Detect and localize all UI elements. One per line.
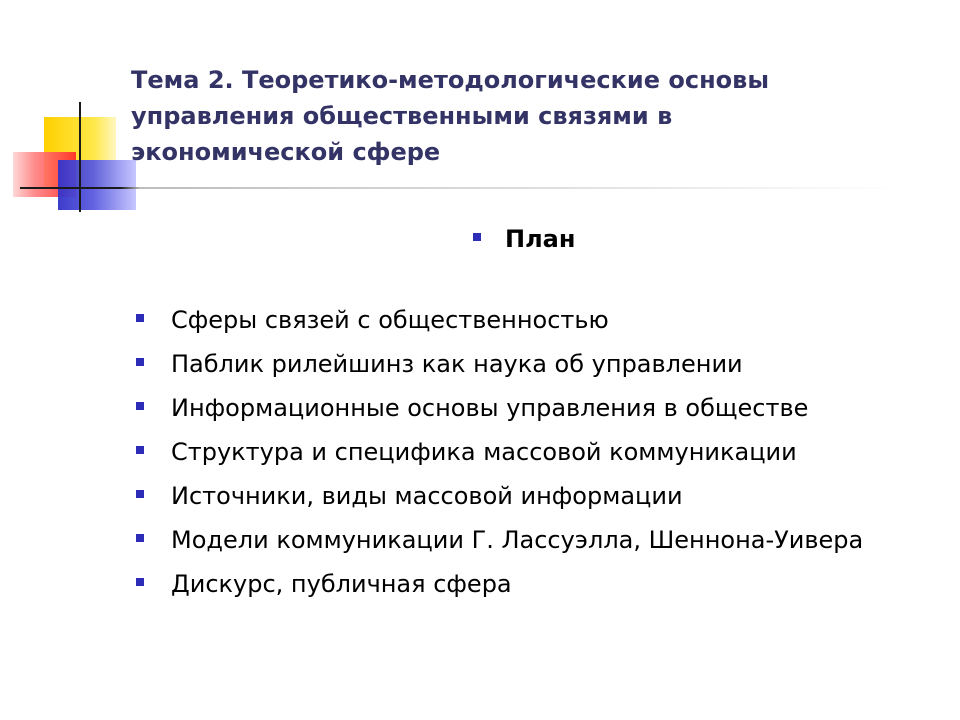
square-bullet-icon <box>136 358 144 366</box>
square-bullet-icon <box>136 534 144 542</box>
title-underline <box>20 187 900 189</box>
list-item <box>136 346 926 382</box>
slide-title: Тема 2. Теоретико-методологические основы управления общественными связями в экономической сфере <box>131 66 770 166</box>
square-bullet-icon <box>473 233 481 241</box>
list-item-text: Модели коммуникации Г. Лассуэлла, Шеннона-Уивера <box>171 526 864 554</box>
square-bullet-icon <box>136 446 144 454</box>
decorative-blue-rectangle <box>58 160 136 210</box>
list-item <box>136 390 926 426</box>
list-item-text: Информационные основы управления в обществе <box>171 394 809 422</box>
list-item-text: Дискурс, публичная сфера <box>171 570 512 598</box>
square-bullet-icon <box>136 578 144 586</box>
plan-list <box>136 302 926 610</box>
list-item-text: Сферы связей с общественностью <box>171 306 609 334</box>
plan-heading <box>473 222 575 256</box>
list-item-text: Источники, виды массовой информации <box>171 482 683 510</box>
square-bullet-icon <box>136 402 144 410</box>
list-item-text: Паблик рилейшинз как наука об управлении <box>171 350 743 378</box>
list-item <box>136 522 926 558</box>
list-item <box>136 478 926 514</box>
square-bullet-icon <box>136 314 144 322</box>
list-item <box>136 434 926 470</box>
plan-label: План <box>505 225 576 253</box>
decorative-vertical-line <box>79 102 81 212</box>
list-item-text: Структура и специфика массовой коммуникации <box>171 438 797 466</box>
list-item <box>136 302 926 338</box>
square-bullet-icon <box>136 490 144 498</box>
list-item <box>136 566 926 602</box>
